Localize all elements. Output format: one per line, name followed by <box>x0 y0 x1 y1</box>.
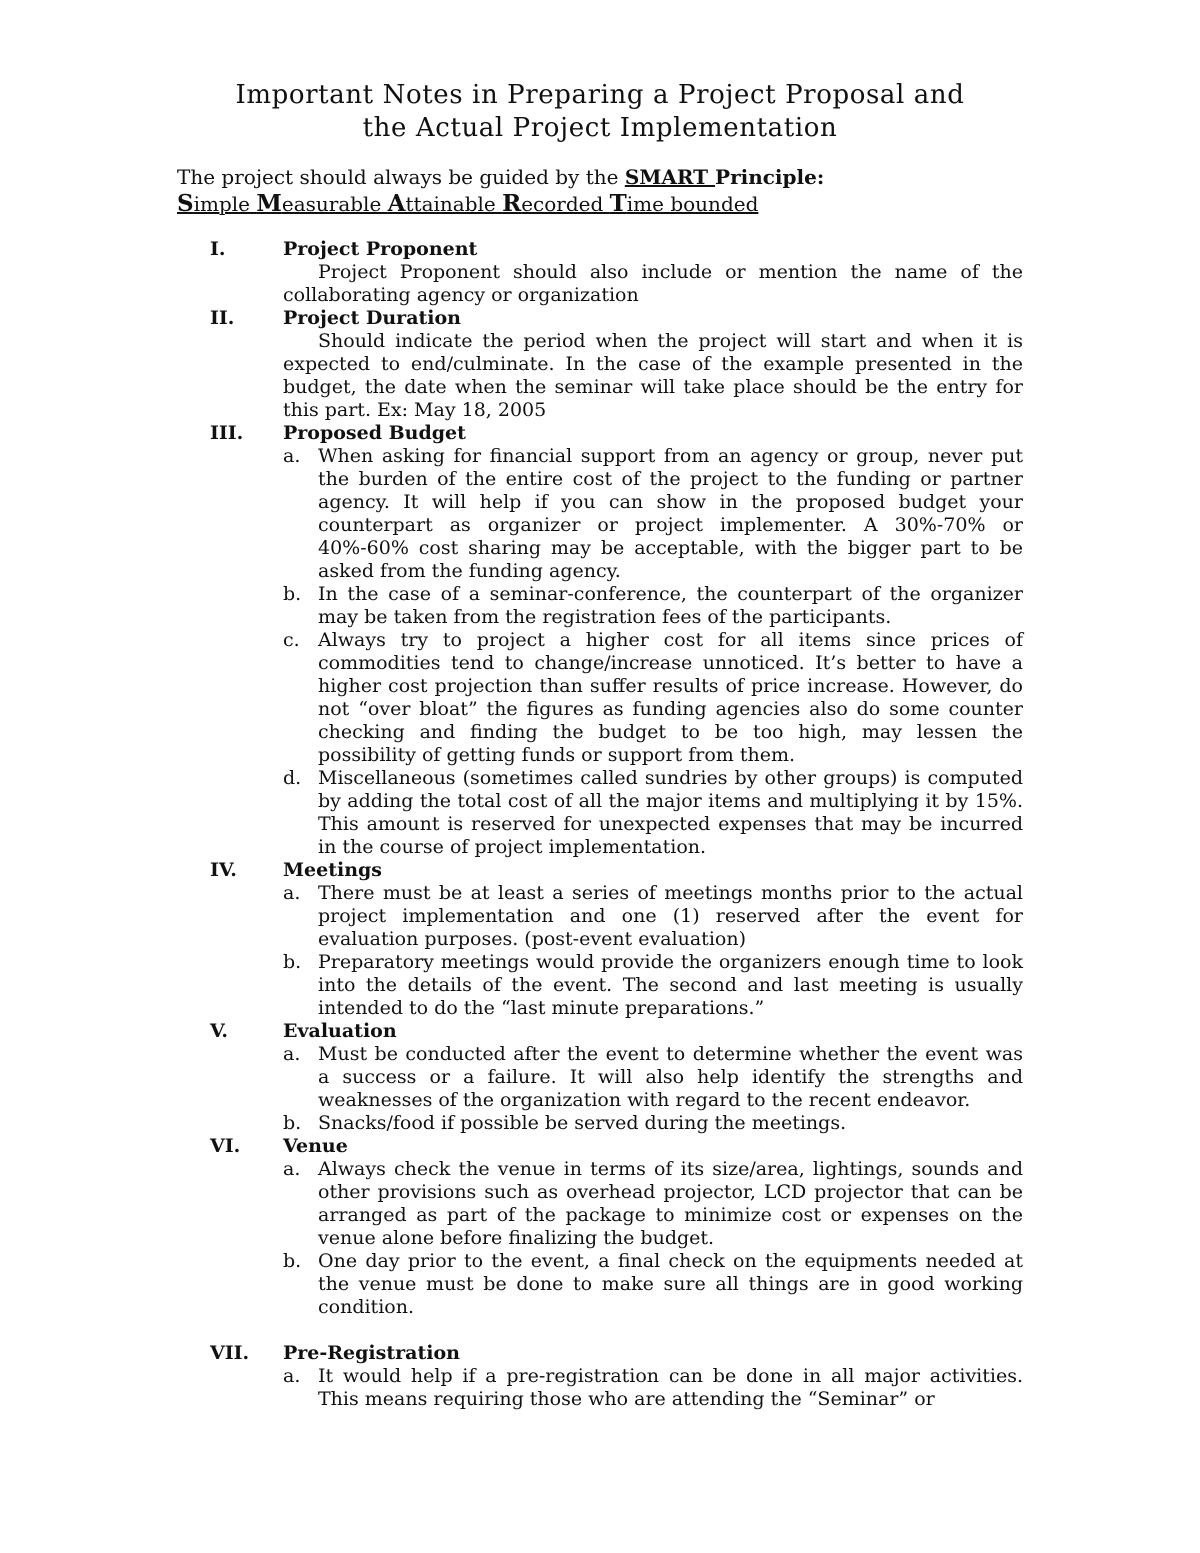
section-heading: Meetings <box>283 859 382 881</box>
smart-word-simple: imple <box>193 192 257 216</box>
smart-word-time-bounded: ime bounded <box>626 192 759 216</box>
section-evaluation <box>0 1020 1200 1135</box>
section-heading: Pre-Registration <box>283 1342 460 1364</box>
list-item-label: a. <box>283 445 301 467</box>
list-item-text: When asking for financial support from an agency or group, never put the burden of the entire cost of the project to the funding or partner agency. It will help if you can show in the proposed budget your counterpart as organizer or project implementer. A 30%-70% or 40%-60% cost sharing may be acceptable, with the bigger part to be asked from the funding agency. <box>318 445 1023 582</box>
list-item-text: Miscellaneous (sometimes called sundries by other groups) is computed by adding the total cost of all the major items and multiplying it by 15%. This amount is reserved for unexpected expenses that may be incurred in the course of project implementation. <box>318 767 1023 858</box>
smart-acronym <box>177 191 758 217</box>
list-item-label: b. <box>283 583 302 605</box>
principle-word: Principle: <box>715 165 825 189</box>
smart-letter-s: S <box>177 190 194 217</box>
list-item-text: In the case of a seminar-conference, the counterpart of the organizer may be taken from the registration fees of the participants. <box>318 583 1023 628</box>
section-number: V. <box>210 1020 229 1042</box>
list-item <box>283 767 1023 859</box>
list-item-text: Preparatory meetings would provide the organizers enough time to look into the details of the event. The second and last meeting is usually intended to do the “last minute preparations.” <box>318 951 1023 1019</box>
list-item-label: a. <box>283 1043 301 1065</box>
smart-letter-t: T <box>609 190 627 217</box>
section-heading: Project Duration <box>283 307 461 329</box>
section-heading: Venue <box>283 1135 348 1157</box>
section-number: VI. <box>210 1135 241 1157</box>
list-item-label: b. <box>283 1250 302 1272</box>
list-item <box>283 583 1023 629</box>
section-proposed-budget <box>0 422 1200 859</box>
smart-intro <box>177 164 1077 190</box>
section-number: VII. <box>210 1342 250 1364</box>
list-item-label: a. <box>283 1158 301 1180</box>
smart-letter-a: A <box>387 190 406 217</box>
section-body: Should indicate the period when the project will start and when it is expected to end/culminate. In the case of the example presented in the budget, the date when the seminar will take place should be the entry for this part. Ex: May 18, 2005 <box>283 330 1023 421</box>
list-item <box>283 882 1023 951</box>
section-venue <box>0 1135 1200 1319</box>
smart-keyword: SMART <box>624 165 716 189</box>
intro-text: The project should always be guided by the <box>177 165 625 189</box>
smart-word-attainable: ttainable <box>405 192 503 216</box>
smart-word-recorded: ecorded <box>521 192 610 216</box>
section-pre-registration <box>0 1342 1200 1411</box>
list-item-label: d. <box>283 767 302 789</box>
list-item <box>283 1365 1023 1411</box>
section-heading: Project Proponent <box>283 238 478 260</box>
section-heading: Proposed Budget <box>283 422 466 444</box>
list-item-text: Must be conducted after the event to determine whether the event was a success or a failure. It will also help identify the strengths and weaknesses of the organization with regard to the recent endeavor. <box>318 1043 1023 1111</box>
section-number: III. <box>210 422 244 444</box>
list-item-text: There must be at least a series of meetings months prior to the actual project implementation and one (1) reserved after the event for evaluation purposes. (post-event evaluation) <box>318 882 1023 950</box>
list-item <box>283 951 1023 1020</box>
list-item <box>283 629 1023 767</box>
section-number: II. <box>210 307 235 329</box>
list-item <box>283 1250 1023 1319</box>
document-title-line-2: the Actual Project Implementation <box>362 113 838 143</box>
list-item-text: It would help if a pre-registration can be done in all major activities. This means requiring those who are attending the “Seminar” or <box>318 1365 1023 1410</box>
list-item-label: a. <box>283 1365 301 1387</box>
section-number: IV. <box>210 859 237 881</box>
document-body <box>0 238 1200 1411</box>
list-item-text: Always try to project a higher cost for all items since prices of commodities tend to change/increase unnoticed. It’s better to have a higher cost projection than suffer results of price increase. However, do not “over bloat” the figures as funding agencies also do some counter checking and finding the budget to be too high, may lessen the possibility of getting funds or support from them. <box>318 629 1023 766</box>
list-item-label: c. <box>283 629 300 651</box>
list-item-label: b. <box>283 951 302 973</box>
section-number: I. <box>210 238 226 260</box>
list-item-text: Snacks/food if possible be served during the meetings. <box>318 1112 847 1134</box>
section-body: Project Proponent should also include or mention the name of the collaborating agency or organization <box>283 261 1023 306</box>
list-item <box>283 445 1023 583</box>
section-spacer <box>0 1319 1200 1342</box>
list-item-text: Always check the venue in terms of its size/area, lightings, sounds and other provisions such as overhead projector, LCD projector that can be arranged as part of the package to minimize cost or expenses on the venue alone before finalizing the budget. <box>318 1158 1023 1249</box>
list-item-label: a. <box>283 882 301 904</box>
list-item-label: b. <box>283 1112 302 1134</box>
smart-letter-m: M <box>256 190 282 217</box>
list-item <box>283 1043 1023 1112</box>
list-item <box>283 1158 1023 1250</box>
section-project-duration <box>0 307 1200 422</box>
list-item-text: One day prior to the event, a final check on the equipments needed at the venue must be done to make sure all things are in good working condition. <box>318 1250 1023 1318</box>
smart-letter-r: R <box>502 190 522 217</box>
section-meetings <box>0 859 1200 1020</box>
smart-word-measurable: easurable <box>281 192 388 216</box>
section-heading: Evaluation <box>283 1020 397 1042</box>
section-project-proponent <box>0 238 1200 307</box>
document-title-line-1: Important Notes in Preparing a Project Proposal and <box>235 80 965 110</box>
list-item <box>283 1112 1023 1135</box>
